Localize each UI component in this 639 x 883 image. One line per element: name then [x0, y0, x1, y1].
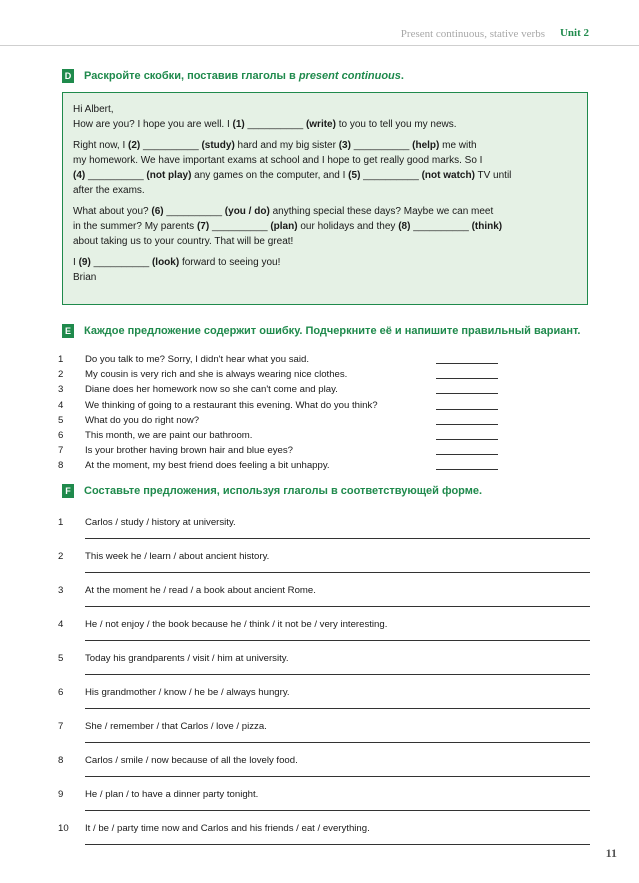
item-prompt: His grandmother / know / he be / always hungry. — [85, 687, 290, 698]
section-e-badge: E — [62, 324, 74, 338]
exercise-f-item — [58, 788, 590, 818]
exercise-f-item — [58, 686, 590, 716]
answer-line[interactable] — [436, 409, 498, 410]
exercise-e-item — [58, 458, 498, 473]
exercise-f-item — [58, 754, 590, 784]
exercise-e-item — [58, 352, 498, 367]
section-d-title: Раскройте скобки, поставив глаголы в present continuous. — [84, 70, 404, 82]
exercise-f-item — [58, 618, 590, 648]
item-prompt: Today his grandparents / visit / him at university. — [85, 653, 289, 664]
item-prompt: She / remember / that Carlos / love / pizza. — [85, 721, 267, 732]
item-prompt: He / not enjoy / the book because he / think / it not be / very interesting. — [85, 619, 388, 630]
exercise-f-item — [58, 652, 590, 682]
answer-line[interactable] — [436, 378, 498, 379]
item-sentence: At the moment, my best friend does feeling a bit unhappy. — [85, 460, 330, 472]
item-sentence: Do you talk to me? Sorry, I didn't hear what you said. — [85, 354, 310, 365]
item-prompt: This week he / learn / about ancient history. — [85, 551, 270, 562]
exercise-e-item — [58, 367, 498, 382]
letter-signature: Brian — [73, 272, 97, 283]
item-number: 6 — [58, 687, 64, 698]
answer-line[interactable] — [85, 640, 590, 641]
item-number: 2 — [58, 369, 64, 381]
answer-line[interactable] — [436, 454, 498, 455]
header-divider — [0, 45, 639, 46]
item-prompt: Carlos / smile / now because of all the lovely food. — [85, 755, 298, 766]
item-number: 3 — [58, 585, 64, 596]
section-f-title: Составьте предложения, используя глаголы в соответствующей форме. — [84, 485, 483, 497]
item-number: 5 — [58, 653, 64, 664]
item-number: 7 — [58, 445, 64, 457]
item-sentence: This month, we are paint our bathroom. — [85, 430, 253, 441]
exercise-f-item — [58, 516, 590, 546]
exercise-e-item — [58, 413, 498, 428]
item-number: 7 — [58, 721, 64, 732]
header-topic: Present continuous, stative verbs — [400, 28, 545, 40]
letter-paragraph-1: How are you? I hope you are well. I (1) __________ (write) to you to tell you my news. — [73, 119, 457, 130]
answer-line[interactable] — [85, 538, 590, 539]
item-number: 1 — [58, 517, 64, 528]
section-d-badge: D — [62, 69, 74, 83]
item-prompt: Carlos / study / history at university. — [85, 517, 236, 528]
answer-line[interactable] — [85, 742, 590, 743]
item-number: 2 — [58, 551, 64, 562]
exercise-e-item — [58, 428, 498, 443]
answer-line[interactable] — [85, 708, 590, 709]
answer-line[interactable] — [85, 606, 590, 607]
exercise-e-item — [58, 398, 498, 413]
item-prompt: It / be / party time now and Carlos and his friends / eat / everything. — [85, 823, 370, 834]
letter-paragraph-2: Right now, I (2) __________ (study) hard and my big sister (3) __________ (help) me with my homework. We have important exams at school and I hope to get really good marks. So I (4) __________ (not play) any games on the computer, and I (5) __________ (not watch) TV until after the exams. — [73, 140, 512, 196]
answer-line[interactable] — [436, 424, 498, 425]
item-sentence: My cousin is very rich and she is always wearing nice clothes. — [85, 369, 348, 381]
item-number: 4 — [58, 399, 64, 411]
answer-line[interactable] — [85, 674, 590, 675]
answer-line[interactable] — [436, 469, 498, 470]
item-number: 10 — [58, 823, 69, 834]
answer-line[interactable] — [85, 572, 590, 573]
exercise-e-item — [58, 382, 498, 397]
page-number: 11 — [605, 846, 617, 860]
item-number: 8 — [58, 460, 64, 472]
section-e-title: Каждое предложение содержит ошибку. Подчеркните её и напишите правильный вариант. — [84, 325, 581, 337]
letter-box — [62, 92, 588, 305]
exercise-f-item — [58, 584, 590, 614]
item-number: 9 — [58, 789, 64, 800]
letter-greeting: Hi Albert, — [73, 104, 114, 115]
answer-line[interactable] — [436, 363, 498, 364]
exercise-f-item — [58, 720, 590, 750]
item-number: 1 — [58, 354, 64, 365]
item-number: 3 — [58, 384, 64, 396]
answer-line[interactable] — [85, 776, 590, 777]
item-prompt: He / plan / to have a dinner party tonight. — [85, 789, 259, 800]
answer-line[interactable] — [85, 844, 590, 845]
answer-line[interactable] — [436, 439, 498, 440]
section-f-badge: F — [62, 484, 74, 498]
item-sentence: What do you do right now? — [85, 414, 200, 426]
exercise-e-item — [58, 443, 498, 458]
exercise-f-item — [58, 550, 590, 580]
item-prompt: At the moment he / read / a book about ancient Rome. — [85, 585, 316, 596]
item-number: 8 — [58, 755, 64, 766]
item-number: 5 — [58, 414, 64, 426]
answer-line[interactable] — [85, 810, 590, 811]
header-unit: Unit 2 — [559, 27, 589, 39]
letter-paragraph-3: What about you? (6) __________ (you / do) anything special these days? Maybe we can meet in the summer? My parents (7) __________ (plan) our holidays and they (8) __________ (think) about taking us to your country. That will be great! — [73, 206, 503, 247]
item-number: 4 — [58, 619, 64, 630]
item-sentence: Is your brother having brown hair and blue eyes? — [85, 445, 293, 457]
answer-line[interactable] — [436, 393, 498, 394]
exercise-f-item — [58, 822, 590, 852]
item-sentence: We thinking of going to a restaurant this evening. What do you think? — [85, 399, 378, 411]
letter-paragraph-4: I (9) __________ (look) forward to seeing you! — [73, 257, 281, 268]
item-number: 6 — [58, 430, 64, 441]
item-sentence: Diane does her homework now so she can't come and play. — [85, 384, 338, 396]
